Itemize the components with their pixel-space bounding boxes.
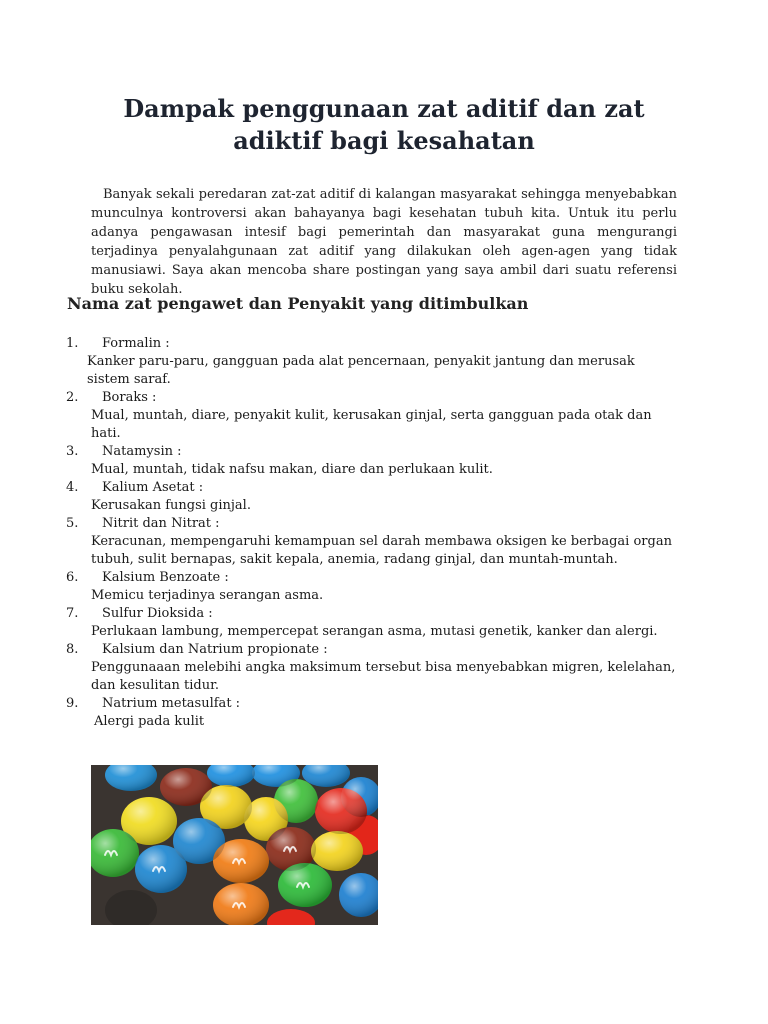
item-name: Natrium metasulfat : [102, 696, 241, 711]
item-number: 2. [66, 390, 79, 405]
list-item [66, 335, 676, 389]
item-description: Memicu terjadinya serangan asma. [91, 588, 324, 603]
list-item [66, 641, 676, 695]
item-description: Mual, muntah, diare, penyakit kulit, kerusakan ginjal, serta gangguan pada otak dan hati. [91, 408, 652, 441]
item-name: Nitrit dan Nitrat : [102, 516, 220, 531]
intro-paragraph: Banyak sekali peredaran zat-zat aditif di kalangan masyarakat sehingga menyebabkan munculnya kontroversi akan bahayanya bagi kesehatan tubuh kita. Untuk itu perlu adanya pengawasan intesif bagi pemerintah dan masyarakat guna mengurangi terjadinya penyalahgunaan zat aditif yang dilakukan oleh agen-agen yang tidak manusiawi. Saya akan mencoba share postingan yang saya ambil dari suatu referensi buku sekolah. [91, 187, 677, 297]
item-name: Kalsium dan Natrium propionate : [102, 642, 328, 657]
item-number: 4. [66, 480, 79, 495]
candy-photo [91, 765, 378, 925]
list-item [66, 569, 676, 605]
item-number: 9. [66, 696, 79, 711]
item-description: Penggunaaan melebihi angka maksimum tersebut bisa menyebabkan migren, kelelahan, dan kesulitan tidur. [91, 660, 676, 693]
item-description: Alergi pada kulit [94, 714, 205, 729]
item-description: Perlukaan lambung, mempercepat serangan asma, mutasi genetik, kanker dan alergi. [91, 624, 658, 639]
item-number: 7. [66, 606, 79, 621]
item-name: Natamysin : [102, 444, 182, 459]
item-name: Kalium Asetat : [102, 480, 204, 495]
item-name: Formalin : [102, 336, 170, 351]
item-name: Kalsium Benzoate : [102, 570, 229, 585]
item-number: 3. [66, 444, 79, 459]
list-item [66, 389, 676, 443]
item-name: Boraks : [102, 390, 157, 405]
item-number: 1. [66, 336, 79, 351]
document-title: Dampak penggunaan zat aditif dan zat adiktif bagi kesahatan [123, 94, 645, 155]
preservative-list [66, 335, 676, 731]
list-item [66, 515, 676, 569]
item-number: 6. [66, 570, 79, 585]
item-description: Kanker paru-paru, gangguan pada alat pencernaan, penyakit jantung dan merusak sistem saraf. [87, 354, 635, 387]
item-number: 8. [66, 642, 79, 657]
item-description: Mual, muntah, tidak nafsu makan, diare dan perlukaan kulit. [91, 462, 493, 477]
section-heading: Nama zat pengawet dan Penyakit yang ditimbulkan [67, 294, 529, 313]
list-item [66, 605, 676, 641]
item-description: Keracunan, mempengaruhi kemampuan sel darah membawa oksigen ke berbagai organ tubuh, sulit bernapas, sakit kepala, anemia, radang ginjal, dan muntah-muntah. [91, 534, 672, 567]
item-number: 5. [66, 516, 79, 531]
candy-illustration [91, 765, 378, 925]
item-description: Kerusakan fungsi ginjal. [91, 498, 251, 513]
list-item [66, 695, 676, 731]
list-item [66, 443, 676, 479]
item-name: Sulfur Dioksida : [102, 606, 213, 621]
list-item [66, 479, 676, 515]
